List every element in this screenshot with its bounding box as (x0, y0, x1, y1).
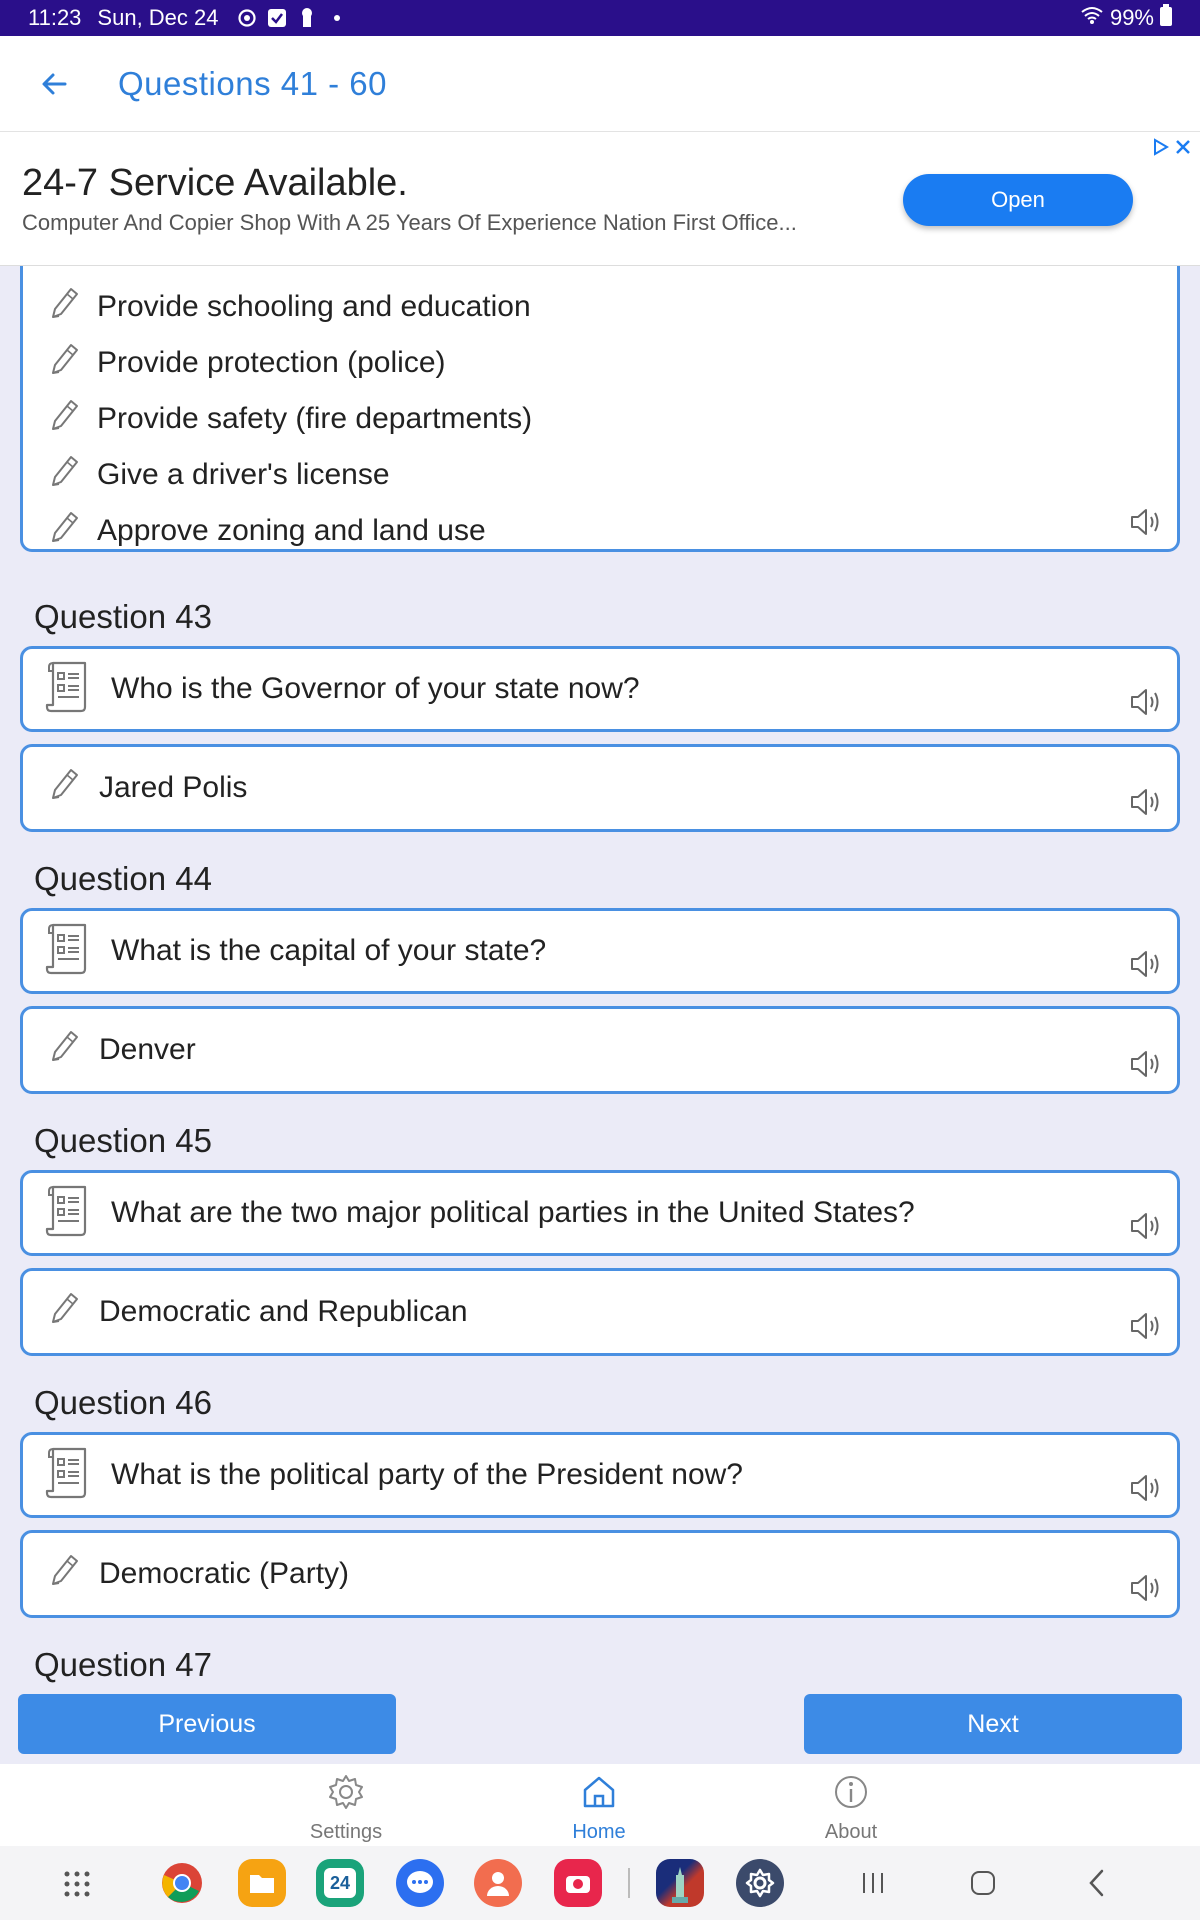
tab-home-label: Home (572, 1821, 626, 1843)
answer-text: Democratic and Republican (99, 1295, 468, 1328)
citizenship-app-icon[interactable] (656, 1859, 704, 1907)
answer-text: Democratic (Party) (99, 1557, 350, 1590)
keyhole-icon (297, 8, 317, 28)
sync-icon (237, 8, 257, 28)
dock-divider (628, 1868, 630, 1898)
ad-choices-icon[interactable] (1152, 138, 1170, 161)
answer-card (20, 744, 1180, 832)
checkbox-icon (267, 8, 287, 28)
tab-settings[interactable] (266, 1772, 426, 1844)
status-time: 11:23 (28, 5, 82, 30)
home-icon (579, 1772, 619, 1817)
answer-text: Jared Polis (99, 771, 248, 804)
questions-list[interactable] (0, 266, 1200, 1690)
answer-card (20, 1530, 1180, 1618)
ad-banner[interactable] (0, 132, 1200, 266)
pencil-icon (45, 509, 81, 554)
gear-icon (326, 1772, 366, 1817)
pencil-icon (45, 397, 81, 442)
pencil-icon (45, 285, 81, 330)
speaker-icon[interactable] (1129, 1049, 1163, 1079)
speaker-icon[interactable] (1129, 687, 1163, 717)
speaker-icon[interactable] (1129, 1473, 1163, 1503)
question-card (20, 1432, 1180, 1518)
question-card (20, 646, 1180, 732)
files-icon[interactable] (238, 1859, 286, 1907)
battery-icon (1160, 4, 1172, 32)
messages-icon[interactable] (396, 1859, 444, 1907)
speaker-icon[interactable] (1129, 787, 1163, 817)
question-text: What is the political party of the President now? (111, 1458, 743, 1491)
apps-grid-icon[interactable] (62, 1870, 92, 1903)
question-heading: Question 46 (34, 1384, 212, 1421)
battery-percent: 99% (1109, 5, 1154, 30)
settings-app-icon[interactable] (736, 1859, 784, 1907)
system-navigation-bar (0, 1846, 1200, 1920)
answer-text: Provide protection (police) (97, 346, 446, 379)
question-card (20, 908, 1180, 994)
tab-about-label: About (824, 1821, 878, 1843)
page-title: Questions 41 - 60 (118, 64, 387, 102)
speaker-icon[interactable] (1129, 1573, 1163, 1603)
document-icon (45, 1445, 93, 1506)
app-bar (0, 36, 1200, 132)
previous-button[interactable]: Previous (18, 1694, 396, 1754)
next-button[interactable]: Next (804, 1694, 1182, 1754)
question-text: What are the two major political parties in the United States? (111, 1196, 915, 1229)
answer-text: Give a driver's license (97, 458, 390, 491)
question-heading: Question 43 (34, 598, 212, 635)
status-right (1080, 4, 1172, 32)
dot-icon (327, 8, 347, 28)
speaker-icon[interactable] (1129, 1311, 1163, 1341)
answer-text: Denver (99, 1033, 196, 1066)
list-item (23, 391, 1177, 447)
answer-text: Approve zoning and land use (97, 514, 486, 547)
camera-icon[interactable] (554, 1859, 602, 1907)
answer-text: Provide safety (fire departments) (97, 402, 533, 435)
ad-open-button[interactable]: Open (903, 174, 1133, 226)
ad-close-icon[interactable] (1174, 138, 1192, 161)
calendar-day: 24 (324, 1868, 356, 1898)
speaker-icon[interactable] (1129, 1211, 1163, 1241)
status-bar (0, 0, 1200, 36)
tab-about[interactable] (771, 1772, 931, 1844)
list-item (23, 503, 1177, 559)
answer-card (20, 1006, 1180, 1094)
list-item (23, 335, 1177, 391)
list-item (23, 447, 1177, 503)
ad-subtitle[interactable]: Computer And Copier Shop With A 25 Years Of Experience Nation First Office... (22, 210, 797, 235)
document-icon (45, 1183, 93, 1244)
contacts-icon[interactable] (474, 1859, 522, 1907)
pencil-icon (45, 1028, 81, 1073)
home-button-icon[interactable] (970, 1870, 996, 1901)
calendar-icon[interactable] (316, 1859, 364, 1907)
back-button-icon[interactable] (1086, 1868, 1108, 1903)
speaker-icon[interactable] (1129, 507, 1163, 537)
chrome-icon[interactable] (158, 1859, 206, 1907)
question-heading: Question 47 (34, 1646, 212, 1683)
answer-text: Provide schooling and education (97, 290, 531, 323)
list-item (23, 279, 1177, 335)
pencil-icon (45, 1290, 81, 1335)
recent-apps-icon[interactable] (860, 1870, 886, 1901)
pencil-icon (45, 1552, 81, 1597)
wifi-icon (1080, 5, 1104, 31)
ad-choices[interactable] (1152, 138, 1192, 161)
ad-title[interactable]: 24-7 Service Available. (22, 162, 408, 204)
tab-settings-label: Settings (309, 1821, 383, 1843)
pencil-icon (45, 453, 81, 498)
tab-home[interactable] (519, 1772, 679, 1844)
document-icon (45, 659, 93, 720)
question-heading: Question 44 (34, 860, 212, 897)
document-icon (45, 921, 93, 982)
info-icon (831, 1772, 871, 1817)
question-heading: Question 45 (34, 1122, 212, 1159)
question-text: What is the capital of your state? (111, 934, 547, 967)
bottom-tab-bar (0, 1764, 1200, 1846)
back-arrow-icon[interactable] (26, 56, 82, 112)
status-notification-icons (237, 8, 347, 28)
question-text: Who is the Governor of your state now? (111, 672, 640, 705)
speaker-icon[interactable] (1129, 949, 1163, 979)
status-date: Sun, Dec 24 (97, 5, 219, 30)
answer-card (20, 1268, 1180, 1356)
question-card (20, 1170, 1180, 1256)
pencil-icon (45, 341, 81, 386)
pencil-icon (45, 766, 81, 811)
answer-card-q42 (20, 266, 1180, 552)
